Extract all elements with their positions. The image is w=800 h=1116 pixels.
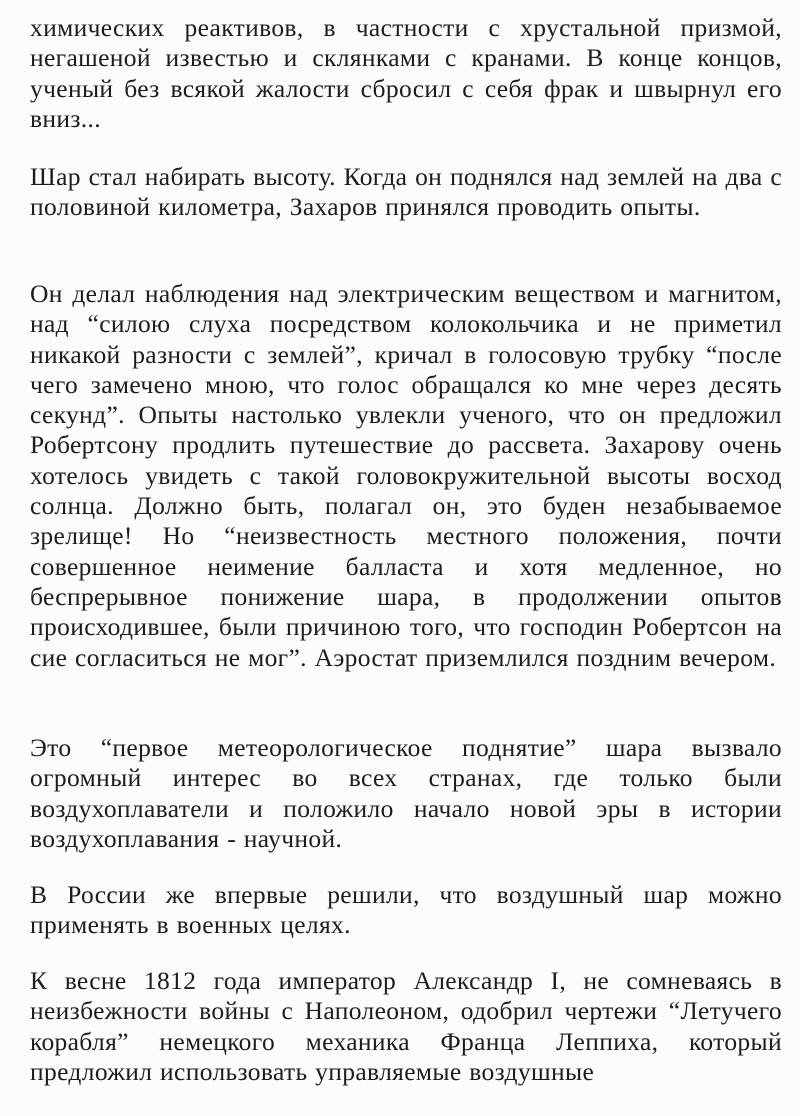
paragraph-5: В России же впервые решили, что воздушный шар можно применять в военных целях. — [30, 880, 782, 940]
paragraph-1: химических реактивов, в частности с хрустальной призмой, негашеной известью и склянками с кранами. В конце концов, ученый без всякой жалости сбросил с себя фрак и швырнул его вниз... — [30, 13, 782, 133]
paragraph-4: Это “первое метеорологическое поднятие” шара вызвало огромный интерес во всех странах, где только были воздухоплаватели и положило начало новой эры в истории воздухоплавания - научной. — [30, 733, 782, 853]
paragraph-3: Он делал наблюдения над электрическим веществом и магнитом, над “силою слуха посредством колокольчика и не приметил никакой разности с землей”, кричал в голосовую трубку “после чего замечено мною, что голос обращался ко мне через десять секунд”. Опыты настолько увлекли ученого, что он предложил Робертсону продлить путешествие до рассвета. Захарову очень хотелось увидеть с такой головокружительной высоты восход солнца. Должно быть, полагал он, это буден незабываемое зрелище! Но “неизвестность местного положения, почти совершенное неимение балласта и хотя медленное, но беспрерывное понижение шара, в продолжении опытов происходившее, были причиною того, что господин Робертсон на сие согласиться не мог”. Аэростат приземлился поздним вечером. — [30, 279, 782, 672]
paragraph-6: К весне 1812 года император Александр I, не сомневаясь в неизбежности войны с Наполеоном, одобрил чертежи “Летучего корабля” немецкого механика Франца Леппиха, который предложил использовать управляемые воздушные — [30, 966, 782, 1086]
paragraph-2: Шар стал набирать высоту. Когда он поднялся над землей на два с половиной километра, Захаров принялся проводить опыты. — [30, 162, 782, 222]
